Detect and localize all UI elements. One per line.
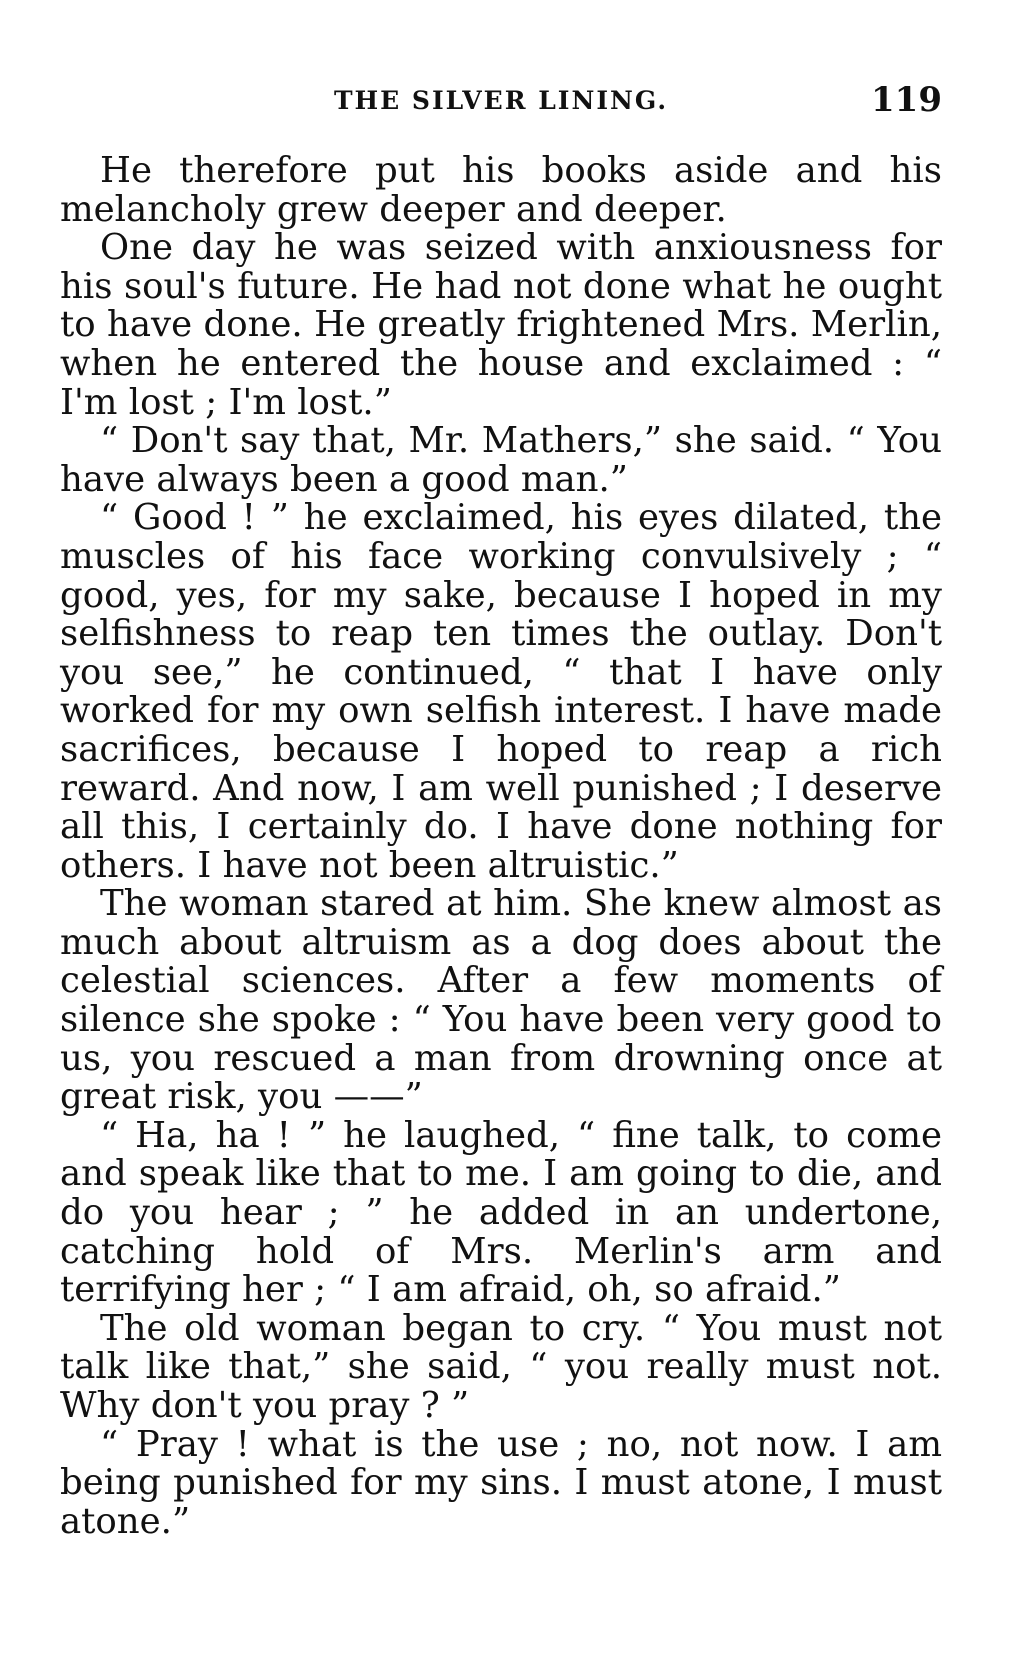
page-number: 119 — [871, 80, 942, 120]
paragraph: “ Ha, ha ! ” he laughed, “ fine talk, to come and speak like that to me. I am going to die, and do you hear ; ” he added in an undertone, catching hold of Mrs. Merlin's arm and terrifying her ; “ I am afraid, oh, so afraid.” — [60, 1114, 942, 1311]
paragraph: One day he was seized with anxiousness for his soul's future. He had not done what he ought to have done. He greatly frightened Mrs. Merlin, when he entered the house and exclaimed : “ I'm lost ; I'm lost.” — [60, 227, 942, 423]
paragraph: “ Don't say that, Mr. Mathers,” she said. “ You have always been a good man.” — [60, 420, 942, 500]
paragraph: “ Good ! ” he exclaimed, his eyes dilated, the muscles of his face working convulsively ; “ good, yes, for my sake, because I hoped in my selfishness to reap ten times the outlay. Don't you see,” he continued, “ that I have only worked for my own selfish interest. I have made sacrifices, because I hoped to reap a rich reward. And now, I am well punished ; I deserve all this, I certainly do. I have done nothing for others. I have not been altruistic.” — [60, 497, 942, 886]
page-header — [60, 80, 942, 130]
paragraph: He therefore put his books aside and his melancholy grew deeper and deeper. — [60, 150, 942, 230]
running-title: THE SILVER LINING. — [333, 86, 669, 115]
paragraph: The woman stared at him. She knew almost as much about altruism as a dog does about the celestial sciences. After a few moments of silence she spoke : “ You have been very good to us, you rescued a man from drowning once at great risk, you ——” — [60, 883, 942, 1118]
body-text — [60, 152, 942, 1541]
paragraph: The old woman began to cry. “ You must not talk like that,” she said, “ you really must not. Why don't you pray ? ” — [60, 1307, 942, 1426]
paragraph: “ Pray ! what is the use ; no, not now. I am being punished for my sins. I must atone, I must atone.” — [60, 1423, 942, 1542]
